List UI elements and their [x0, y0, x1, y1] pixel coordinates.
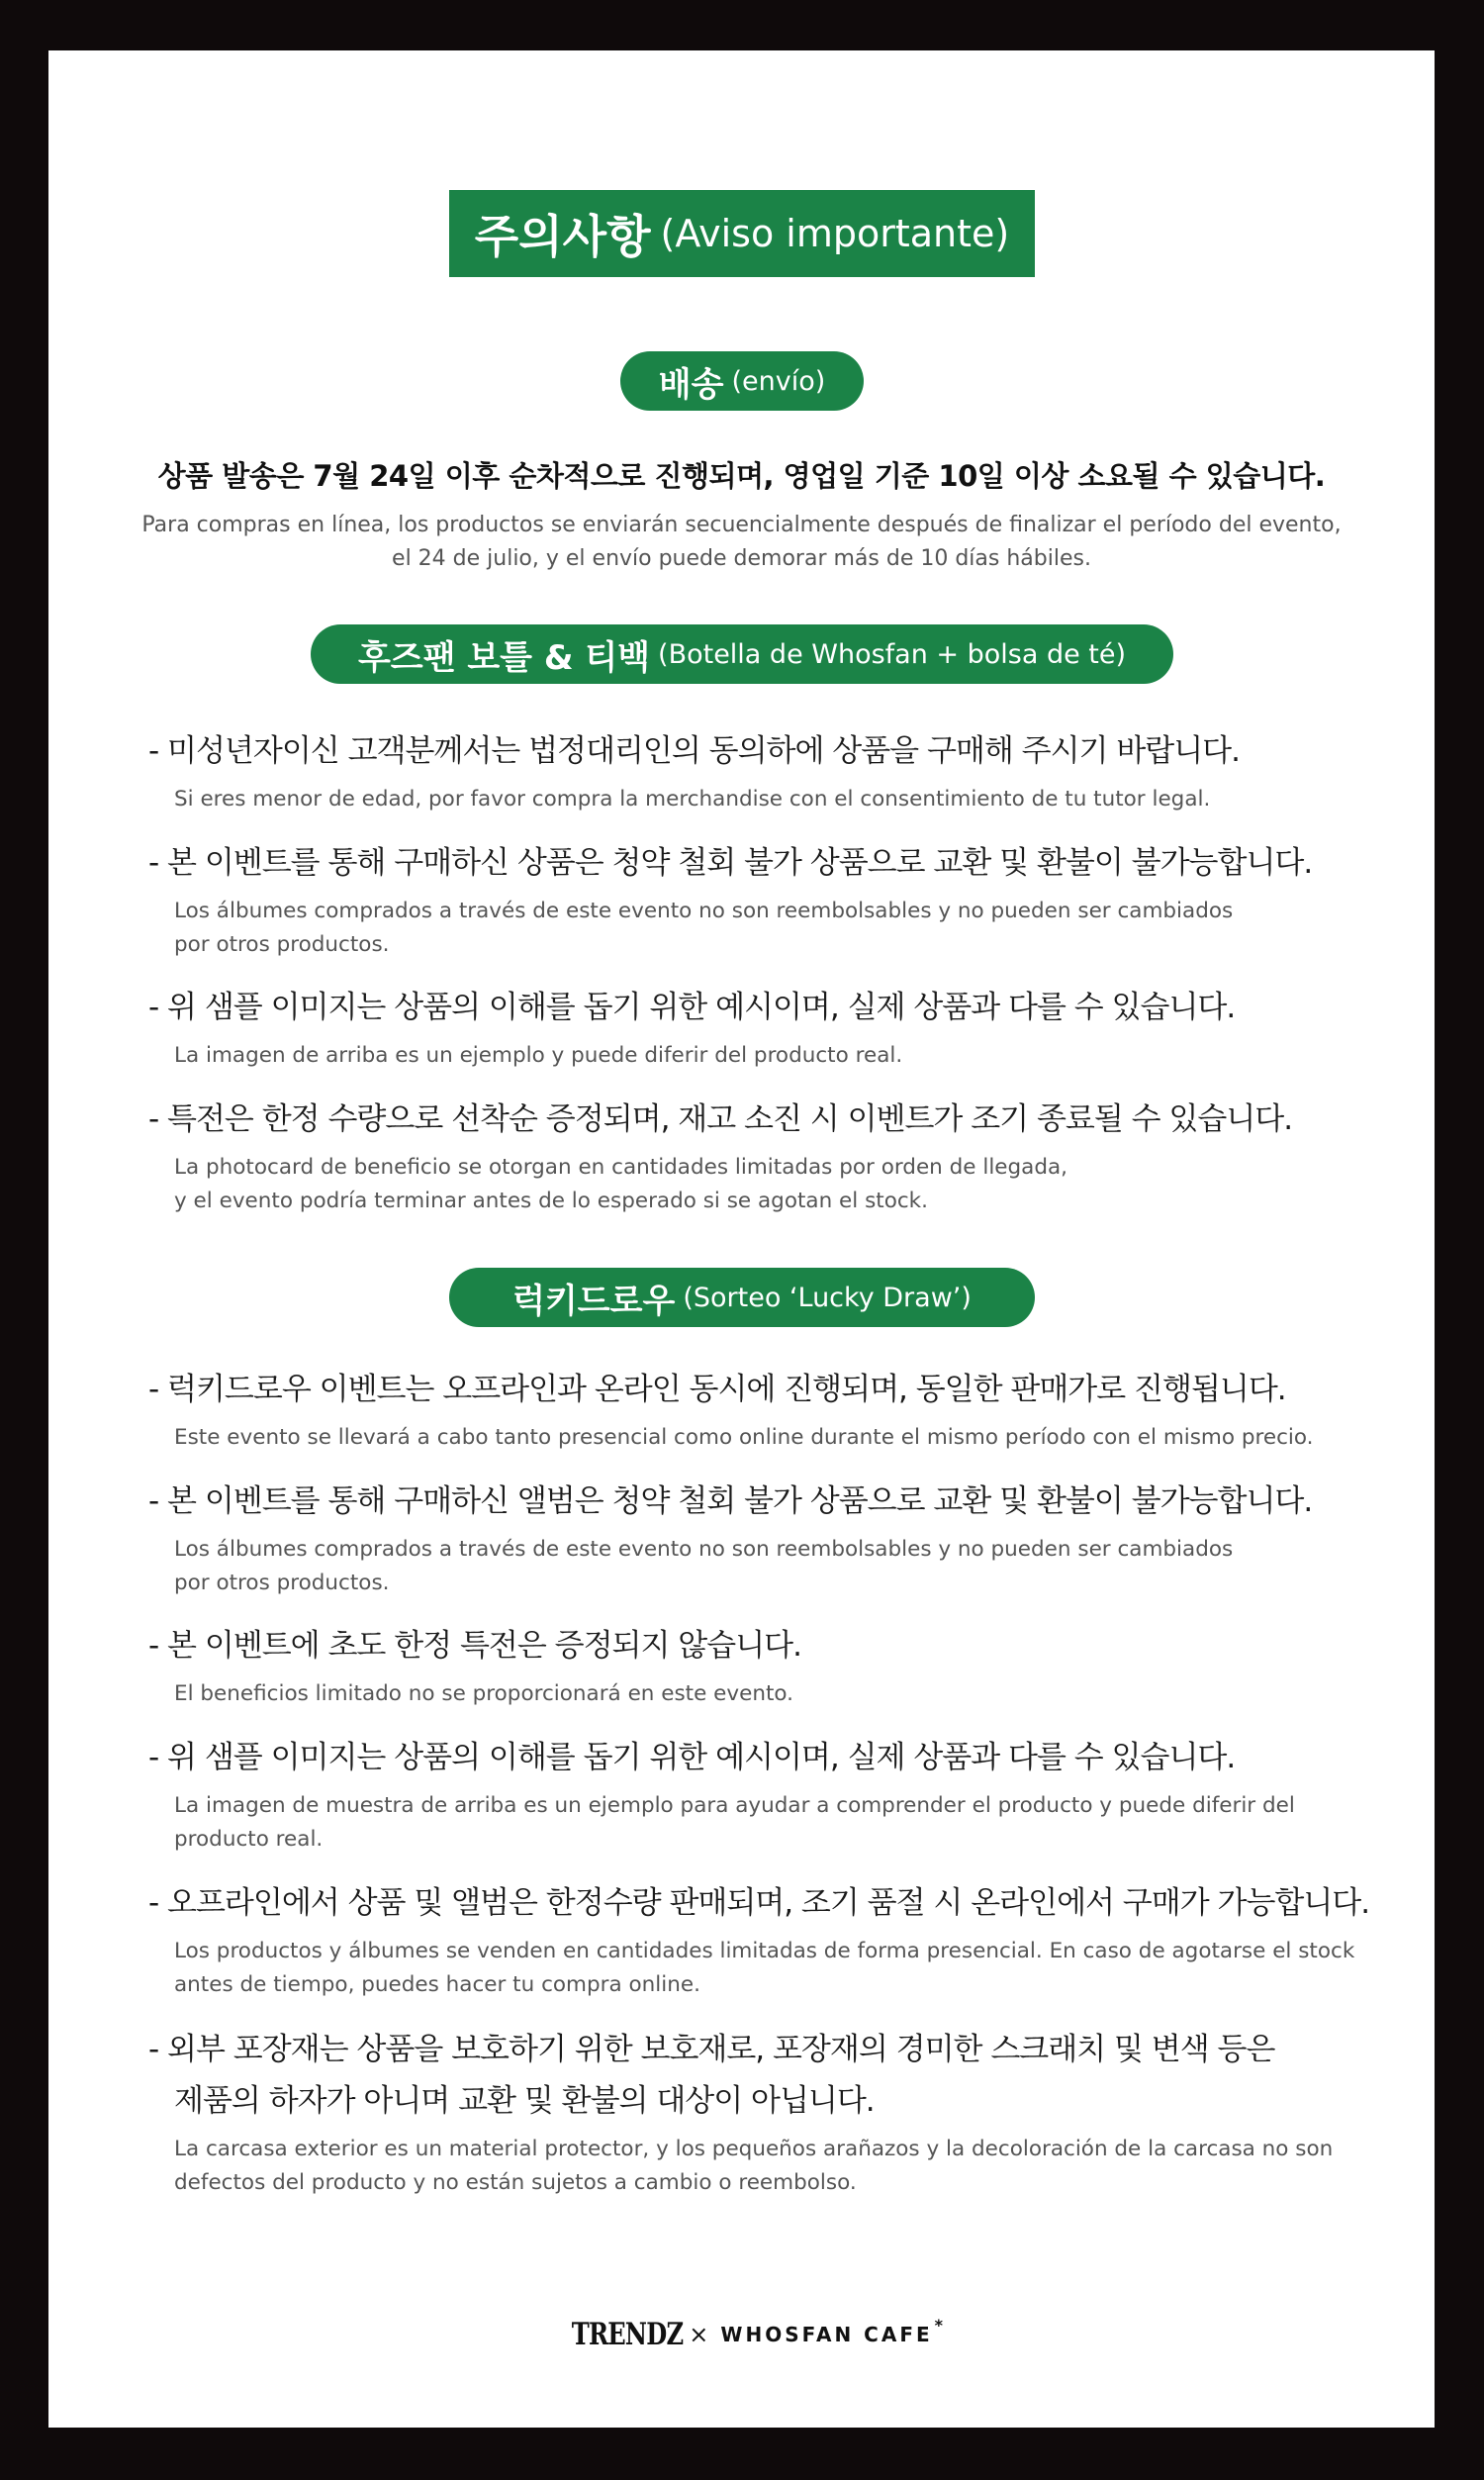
bottle-notice-item — [148, 837, 1395, 962]
page-title — [449, 190, 1035, 277]
lucky-notice-item — [148, 1732, 1395, 1857]
pill-spanish: (envío) — [731, 365, 826, 397]
collab-separator: × — [689, 2321, 709, 2348]
shipping-desc-line-2: el 24 de julio, y el envío puede demorar más de 10 días hábiles. — [392, 546, 1091, 571]
notice-spanish: Los álbumes comprados a través de este evento no son reembolsables y no pueden ser cambiados por otros productos. — [174, 1537, 1234, 1595]
lucky-notice-item — [148, 1476, 1395, 1600]
notice-korean: - 위 샘플 이미지는 상품의 이해를 돕기 위한 예시이며, 실제 상품과 다를 수 있습니다. — [148, 1740, 1236, 1775]
lucky-notice-item — [148, 2024, 1395, 2200]
whosfan-cafe-logo: WHOSFAN CAFE — [720, 2323, 933, 2346]
pill-korean: 럭키드로우 — [512, 1281, 676, 1321]
notice-korean: - 본 이벤트를 통해 구매하신 앨범은 청약 철회 불가 상품으로 교환 및 환불이 불가능합니다. — [148, 1483, 1313, 1519]
notice-korean-line-2: 제품의 하자가 아니며 교환 및 환불의 대상이 아닙니다. — [174, 2083, 875, 2119]
notice-korean: - 위 샘플 이미지는 상품의 이해를 돕기 위한 예시이며, 실제 상품과 다를 수 있습니다. — [148, 990, 1236, 1025]
pill-korean: 배송 — [658, 364, 724, 405]
notice-korean: - 오프라인에서 상품 및 앨범은 한정수량 판매되며, 조기 품절 시 온라인에서 구매가 가능합니다. — [148, 1885, 1370, 1921]
pill-korean: 후즈팬 보틀 & 티백 — [357, 637, 651, 678]
title-spanish: (Aviso importante) — [660, 212, 1010, 255]
notice-korean: - 특전은 한정 수량으로 선착순 증정되며, 재고 소진 시 이벤트가 조기 종료될 수 있습니다. — [148, 1101, 1293, 1137]
lucky-notice-item — [148, 1364, 1395, 1455]
notice-spanish: El beneficios limitado no se proporcionará en este evento. — [174, 1681, 794, 1706]
section-pill-shipping — [620, 351, 864, 411]
notice-spanish: La photocard de beneficio se otorgan en cantidades limitadas por orden de llegada, y el evento podría terminar antes de lo esperado si se agotan el stock. — [174, 1155, 1068, 1213]
notice-korean: - 럭키드로우 이벤트는 오프라인과 온라인 동시에 진행되며, 동일한 판매가로 진행됩니다. — [148, 1372, 1286, 1407]
lucky-notice-item — [148, 1877, 1395, 2002]
notice-spanish: La imagen de arriba es un ejemplo y puede diferir del producto real. — [174, 1043, 903, 1068]
shipping-desc-line-1: Para compras en línea, los productos se enviarán secuencialmente después de finalizar el período del evento, — [141, 513, 1342, 537]
notice-korean: - 외부 포장재는 상품을 보호하기 위한 보호재로, 포장재의 경미한 스크래치 및 변색 등은 — [148, 2032, 1275, 2067]
section-pill-lucky-draw — [449, 1268, 1035, 1327]
bottle-notice-item — [148, 1094, 1395, 1218]
notice-spanish: La carcasa exterior es un material protector, y los pequeños arañazos y la decoloración de la carcasa no son defectos del producto y no están sujetos a cambio o reembolso. — [174, 2137, 1334, 2195]
notice-korean: - 미성년자이신 고객분께서는 법정대리인의 동의하에 상품을 구매해 주시기 바랍니다. — [148, 733, 1240, 769]
shipping-headline: 상품 발송은 7월 24일 이후 순차적으로 진행되며, 영업일 기준 10일 이상 소요될 수 있습니다. — [157, 459, 1326, 493]
notice-korean: - 본 이벤트를 통해 구매하신 상품은 청약 철회 불가 상품으로 교환 및 환불이 불가능합니다. — [148, 845, 1313, 881]
notice-spanish: Este evento se llevará a cabo tanto presencial como online durante el mismo período con el mismo precio. — [174, 1425, 1314, 1450]
trendz-logo: TRENDZ — [571, 2317, 684, 2352]
notice-spanish: Los álbumes comprados a través de este evento no son reembolsables y no pueden ser cambiados por otros productos. — [174, 899, 1234, 957]
star-icon: * — [934, 2315, 944, 2335]
notice-spanish: Los productos y álbumes se venden en cantidades limitadas de forma presencial. En caso de agotarse el stock antes de tiempo, puedes hacer tu compra online. — [174, 1939, 1355, 1997]
notice-page — [48, 50, 1435, 2428]
lucky-notice-item — [148, 1620, 1395, 1711]
bottle-notice-item — [148, 982, 1395, 1073]
title-korean: 주의사항 — [474, 210, 651, 263]
notice-spanish: Si eres menor de edad, por favor compra la merchandise con el consentimiento de tu tutor legal. — [174, 787, 1211, 811]
notice-korean: - 본 이벤트에 초도 한정 특전은 증정되지 않습니다. — [148, 1628, 801, 1664]
section-pill-bottle — [311, 624, 1173, 684]
notice-spanish: La imagen de muestra de arriba es un ejemplo para ayudar a comprender el producto y puede diferir del producto real. — [174, 1793, 1295, 1852]
footer-logos — [48, 2310, 1435, 2359]
pill-spanish: (Sorteo ‘Lucky Draw’) — [683, 1282, 972, 1313]
pill-spanish: (Botella de Whosfan + bolsa de té) — [658, 638, 1127, 670]
bottle-notice-item — [148, 725, 1395, 816]
